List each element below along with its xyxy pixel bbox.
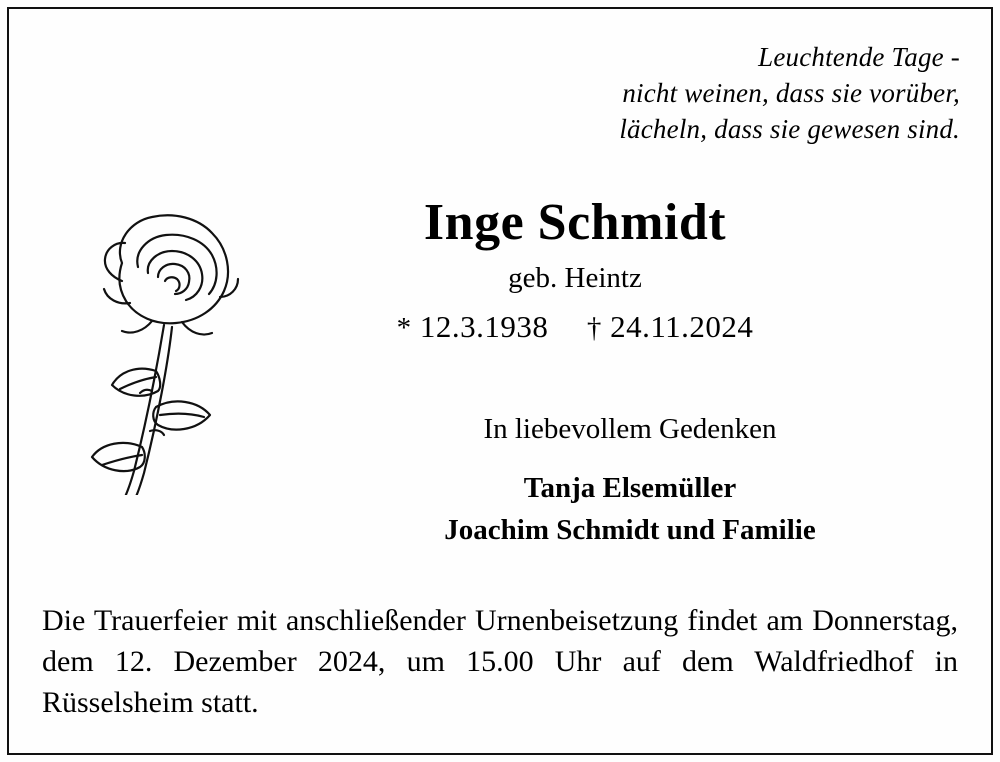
border-top bbox=[7, 7, 993, 9]
service-details: Die Trauerfeier mit anschließender Urnenbeisetzung findet am Donnerstag, dem 12. Dezember 2024, um 15.00 Uhr auf dem Waldfriedhof in Rüsselsheim statt. bbox=[42, 604, 958, 720]
verse-line-2: nicht weinen, dass sie vorüber, bbox=[622, 77, 960, 108]
mourners-list bbox=[300, 467, 960, 551]
border-left bbox=[7, 7, 9, 755]
deceased-name: Inge Schmidt bbox=[423, 194, 727, 251]
birth-symbol: * bbox=[396, 312, 412, 345]
verse-line-1: Leuchtende Tage - bbox=[758, 42, 960, 72]
birth-date: 12.3.1938 bbox=[419, 309, 549, 345]
mourner-1: Tanja Elsemüller bbox=[523, 472, 737, 505]
memorial-line: In liebevollem Gedenken bbox=[483, 413, 777, 445]
rose-icon bbox=[52, 185, 262, 495]
verse-line-3: lächeln, dass sie gewesen sind. bbox=[619, 113, 960, 144]
maiden-name: geb. Heintz bbox=[508, 261, 642, 294]
border-right bbox=[991, 7, 993, 755]
mourner-2: Joachim Schmidt und Familie bbox=[444, 514, 816, 547]
life-dates bbox=[255, 309, 895, 345]
memorial-verse bbox=[400, 40, 960, 148]
deceased-block bbox=[255, 196, 895, 345]
memorial-block bbox=[300, 410, 960, 551]
border-bottom bbox=[7, 753, 993, 755]
death-date: 24.11.2024 bbox=[610, 309, 754, 345]
death-symbol: † bbox=[586, 312, 602, 345]
